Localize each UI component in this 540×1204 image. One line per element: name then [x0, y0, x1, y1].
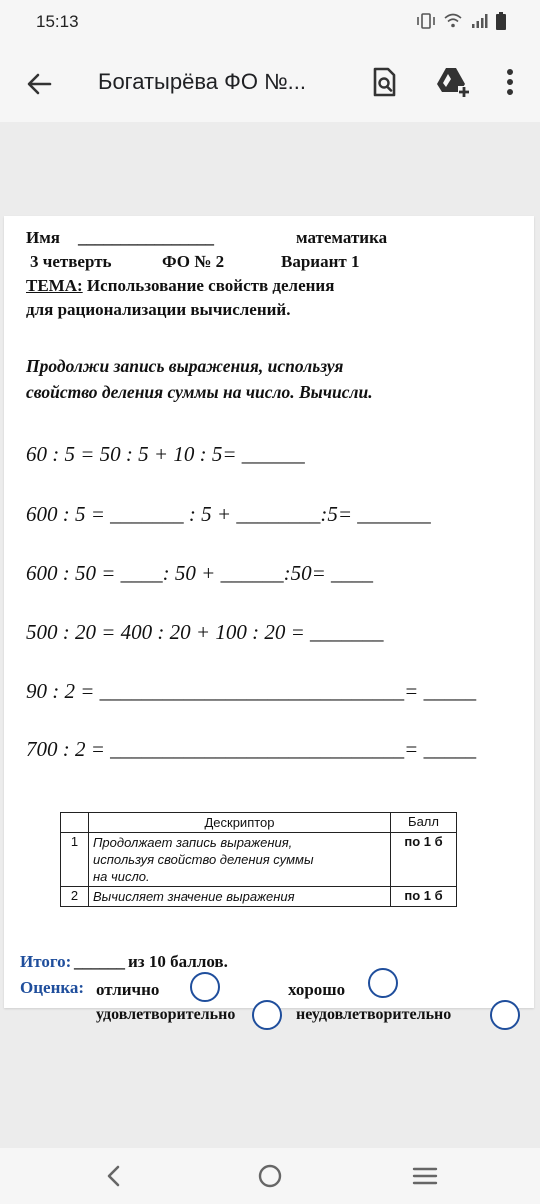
quarter-label: 3 четверть	[30, 252, 112, 271]
total-label: Итого:	[20, 952, 72, 971]
add-to-drive-icon[interactable]	[434, 64, 470, 100]
total-suffix: из 10 баллов.	[128, 952, 228, 971]
points-cell: по 1 б	[391, 833, 457, 887]
descriptor-line: используя свойство деления суммы	[93, 852, 314, 867]
total-blank: ______	[74, 952, 125, 971]
descriptor-cell	[89, 833, 391, 887]
find-in-page-icon[interactable]	[366, 64, 402, 100]
points-header: Балл	[391, 813, 457, 833]
wifi-icon	[444, 13, 462, 29]
grade-excellent-circle	[190, 972, 220, 1002]
task-line-1: Продолжи запись выражения, используя	[26, 356, 344, 376]
grade-good: хорошо	[288, 980, 346, 999]
descriptor-header: Дескриптор	[89, 813, 391, 833]
table-row	[61, 887, 457, 907]
status-bar	[0, 0, 540, 44]
expression-2: 600 : 5 = _______ : 5 + ________:5= _______	[26, 502, 431, 526]
grade-good-circle	[368, 968, 398, 998]
document-title: Богатырёва ФО №...	[98, 69, 307, 94]
descriptor-line: на число.	[93, 869, 150, 884]
nav-home-icon[interactable]	[254, 1160, 286, 1192]
grade-label: Оценка:	[20, 978, 85, 997]
status-time: 15:13	[36, 12, 79, 31]
points-cell: по 1 б	[391, 887, 457, 907]
variant-label: Вариант 1	[281, 252, 360, 271]
more-vert-icon[interactable]	[492, 64, 528, 100]
row-number: 1	[61, 833, 89, 887]
task-line-2: свойство деления суммы на число. Вычисли.	[26, 382, 373, 402]
grade-satisfactory: удовлетворительно	[96, 1006, 236, 1023]
descriptor-cell	[89, 887, 391, 907]
table-row	[61, 833, 457, 887]
grade-excellent: отлично	[96, 980, 160, 999]
grade-satisfactory-circle	[252, 1000, 282, 1030]
status-icons	[416, 12, 506, 30]
expression-5: 90 : 2 = _____________________________= _____	[26, 679, 477, 703]
subject-label: математика	[296, 228, 388, 247]
fo-number-label: ФО № 2	[162, 252, 225, 271]
nav-back-icon[interactable]	[100, 1162, 128, 1190]
expression-3: 600 : 50 = ____: 50 + ______:50= ____	[26, 561, 373, 585]
grade-unsatisfactory: неудовлетворительно	[296, 1006, 452, 1023]
nav-recents-icon[interactable]	[410, 1162, 440, 1190]
theme-line-2: для рационализации вычислений.	[26, 300, 291, 319]
back-arrow-icon[interactable]	[22, 66, 58, 102]
theme-label: ТЕМА:	[26, 276, 83, 295]
vibrate-icon	[416, 13, 436, 29]
signal-icon	[470, 13, 488, 29]
grade-unsatisfactory-circle	[490, 1000, 520, 1030]
descriptor-line: Продолжает запись выражения,	[93, 835, 293, 850]
expression-4: 500 : 20 = 400 : 20 + 100 : 20 = _______	[26, 620, 384, 644]
table-header-row	[61, 813, 457, 833]
name-label: Имя	[26, 228, 60, 247]
row-number: 2	[61, 887, 89, 907]
descriptor-table	[60, 812, 457, 907]
document-page	[4, 216, 534, 1008]
theme-text-1: Использование свойств деления	[82, 276, 335, 295]
descriptor-line: Вычисляет значение выражения	[93, 889, 295, 904]
theme-line-1	[26, 276, 334, 296]
battery-icon	[496, 12, 506, 30]
name-blank: ________________	[78, 228, 214, 247]
navigation-bar	[0, 1148, 540, 1204]
app-bar	[0, 44, 540, 122]
expression-1: 60 : 5 = 50 : 5 + 10 : 5= ______	[26, 442, 305, 466]
expression-6: 700 : 2 = ____________________________= _____	[26, 737, 477, 761]
